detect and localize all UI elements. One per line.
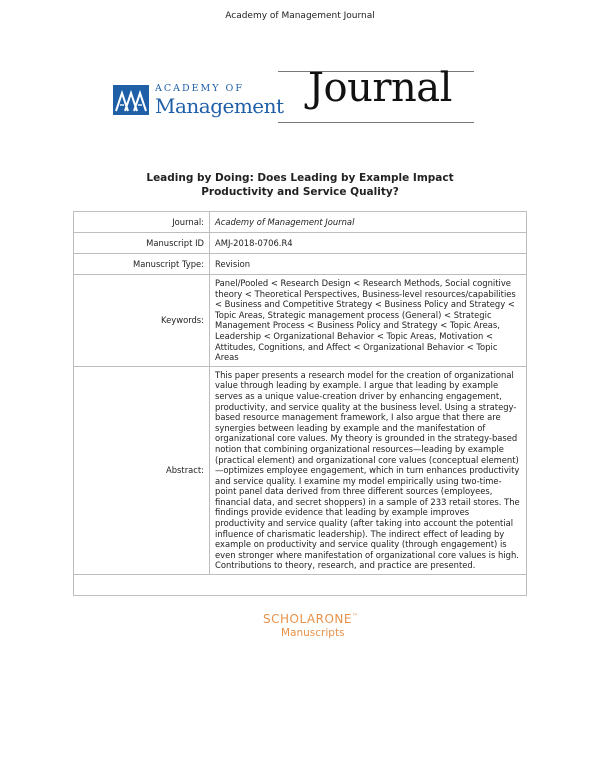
manuscript-id-value: AMJ-2018-0706.R4 xyxy=(210,233,527,254)
logo-line-2: Management xyxy=(155,94,284,118)
journal-row xyxy=(74,212,527,233)
keywords-value: Panel/Pooled < Research Design < Research Methods, Social cognitive theory < Theoretical Perspectives, Business-level resources/capabilities < Business and Competitive Strategy < Business Policy and Strategy < Topic Areas, Strategic management process (General) < Strategic Management Process < Business Policy and Strategy < Topic Areas, Leadership < Organizational Behavior < Topic Areas, Motivation < Attitudes, Cognitions, and Affect < Organizational Behavior < Topic Areas xyxy=(210,275,527,367)
paper-title xyxy=(100,171,500,199)
journal-value: Academy of Management Journal xyxy=(210,212,527,233)
abstract-value: This paper presents a research model for the creation of organizational value through leading by example. I argue that leading by example serves as a unique value-creation driver by enhancing engagement, productivity, and service quality at the business level. Using a strategy-based resource management framework, I also argue that there are synergies between leading by example and the manifestation of organizational core values. My theory is grounded in the strategy-based notion that combining organizational resources—leading by example (practical element) and organizational core values (conceptual element)—optimizes employee engagement, which in turn enhances productivity and service quality. I examine my model empirically using two-time-point panel data derived from three different sources (employees, financial data, and secret shoppers) in a sample of 233 retail stores. The findings provide evidence that leading by example improves productivity and service quality (after taking into account the potential influence of charismatic leadership). The indirect effect of leading by example on productivity and service quality (through engagement) is even stronger where manifestation of organizational core values is high. Contributions to theory, research, and practice are presented. xyxy=(210,366,527,574)
running-head: Academy of Management Journal xyxy=(225,11,375,21)
scholarone-brand xyxy=(263,612,358,626)
keywords-label: Keywords: xyxy=(74,275,210,367)
abstract-row xyxy=(74,366,527,574)
manuscript-type-value: Revision xyxy=(210,254,527,275)
empty-row xyxy=(74,575,527,596)
abstract-label: Abstract: xyxy=(74,366,210,574)
paper-title-line-1: Leading by Doing: Does Leading by Example Impact xyxy=(146,172,454,184)
keywords-row xyxy=(74,275,527,367)
manuscript-type-label: Manuscript Type: xyxy=(74,254,210,275)
scholarone-wordmark: SCHOLARONE xyxy=(263,612,352,626)
trademark-symbol: ™ xyxy=(351,613,359,620)
journal-rule-bottom xyxy=(278,122,474,123)
manuscript-id-label: Manuscript ID xyxy=(74,233,210,254)
journal-wordmark: Journal xyxy=(308,65,452,111)
paper-title-line-2: Productivity and Service Quality? xyxy=(201,186,399,198)
manuscript-metadata-table xyxy=(73,211,527,596)
academy-of-management-logo-icon xyxy=(113,85,149,115)
journal-label: Journal: xyxy=(74,212,210,233)
manuscript-id-row xyxy=(74,233,527,254)
empty-cell xyxy=(74,575,527,596)
manuscript-type-row xyxy=(74,254,527,275)
logo-line-1: ACADEMY OF xyxy=(155,83,244,94)
journal-masthead xyxy=(113,65,493,128)
manuscripts-wordmark: Manuscripts xyxy=(281,627,345,639)
